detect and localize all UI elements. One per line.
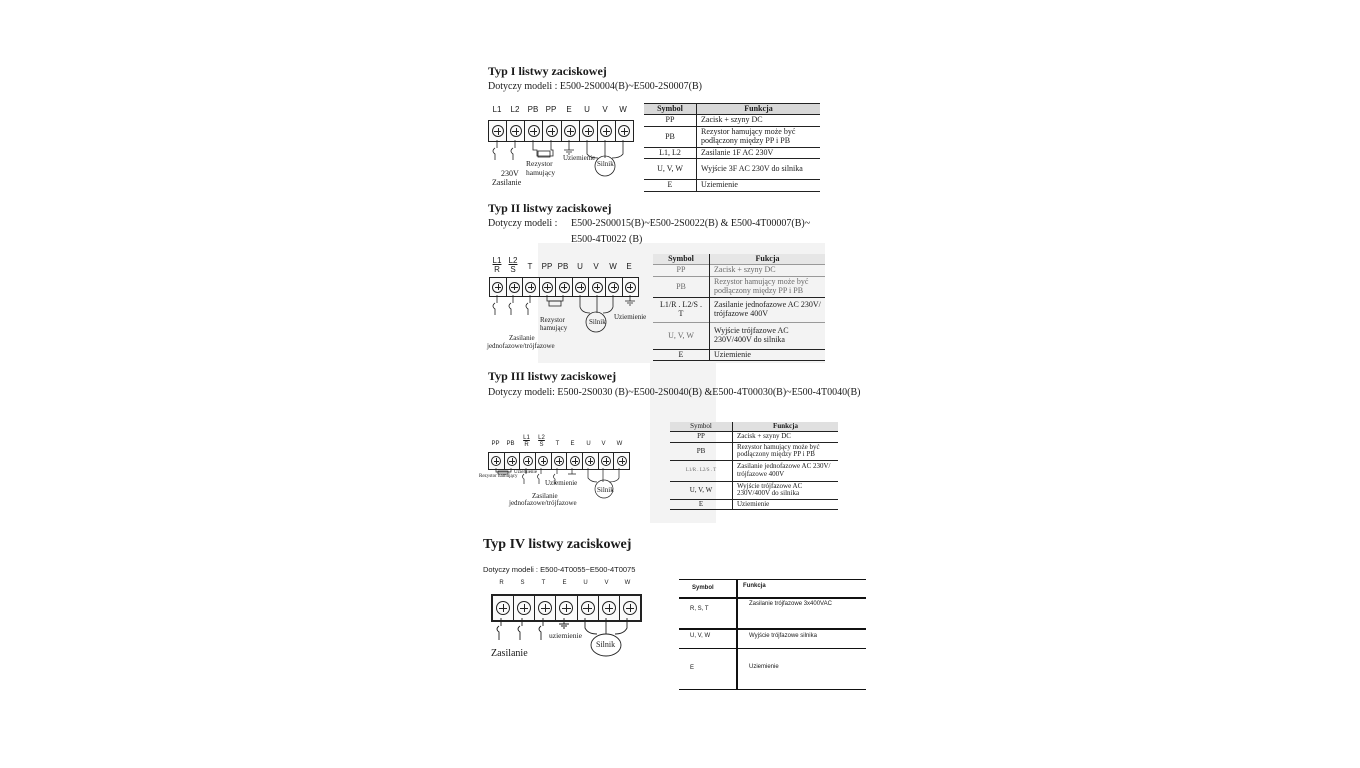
terminal-screw-icon: [546, 125, 558, 137]
section-3-function-table: Symbol Funkcja PP Zacisk + szyny DC PB Rezystor hamujący może być podłączony między PP i PB L1/R . L2/S . T Zasilanie jednofazowe AC 230V/ trójfazowe 400V U, V, W Wyjście trójfazowe AC 230V/400V do silnika E Uziemienie: [670, 422, 838, 510]
terminal-screw-icon: [496, 601, 510, 615]
terminal-screw-icon: [575, 282, 586, 293]
terminal-screw-icon: [559, 282, 570, 293]
terminal-screw-icon: [542, 282, 553, 293]
section-3-ground-label: Uziemienie: [545, 479, 578, 487]
terminal-screw-icon: [507, 456, 517, 466]
terminal-screw-icon: [582, 125, 594, 137]
section-4-title: Typ IV listwy zaciskowej: [483, 537, 632, 552]
terminal-screw-icon: [601, 456, 611, 466]
section-1-resistor-label: Rezystor hamujący: [526, 159, 556, 177]
terminal-screw-icon: [509, 282, 520, 293]
terminal-screw-icon: [554, 456, 564, 466]
section-3-ground-small-label: Uziemienie: [514, 470, 538, 475]
section-1-models: Dotyczy modeli : E500-2S0004(B)~E500-2S0007(B): [488, 81, 702, 92]
terminal-screw-icon: [492, 282, 503, 293]
terminal-screw-icon: [510, 125, 522, 137]
terminal-screw-icon: [559, 601, 573, 615]
section-2-terminal-labels: L1 L2 T PP PB U V W E R S: [492, 256, 632, 274]
terminal-screw-icon: [592, 282, 603, 293]
terminal-screw-icon: [608, 282, 619, 293]
section-2-supply-label: Zasilanie: [509, 334, 535, 342]
section-3-terminal-labels: PP PB L1 L2 T E U V W R S: [491, 435, 623, 448]
section-1-supply-label: Zasilanie: [492, 178, 522, 187]
section-4-models: Dotyczy modeli : E500-4T0055~E500-4T0075: [483, 565, 636, 574]
section-2-models-line1: E500-2S00015(B)~E500-2S0022(B) & E500-4T00007(B)~: [571, 218, 811, 229]
section-4-motor-label: Silnik: [596, 640, 616, 649]
section-2-ground-label: Uziemienie: [614, 313, 647, 321]
section-2-supply-type: jednofazowe/trójfazowe: [487, 342, 555, 350]
terminal-screw-icon: [623, 601, 637, 615]
section-2-title: Typ II listwy zaciskowej: [488, 201, 612, 215]
section-2-models-label: Dotyczy modeli :: [488, 218, 558, 229]
section-3-supply-type: jednofazowe/trójfazowe: [509, 499, 577, 507]
section-3-motor-label: Silnik: [597, 486, 614, 494]
section-4-supply-label: Zasilanie: [491, 648, 528, 659]
section-3-models: Dotyczy modeli: E500-2S0030 (B)~E500-2S0040(B) &E500-4T00030(B)~E500-4T0040(B): [488, 387, 861, 398]
section-1-title: Typ I listwy zaciskowej: [488, 64, 607, 78]
terminal-screw-icon: [523, 456, 533, 466]
terminal-screw-icon: [617, 456, 627, 466]
section-1-supply-voltage: 230V: [501, 169, 519, 178]
terminal-screw-icon: [585, 456, 595, 466]
section-2-models-line2: E500-4T0022 (B): [571, 234, 643, 245]
section-4-ground-label: uziemienie: [549, 631, 582, 640]
section-3-resistor-label: Rezystor hamujący: [479, 474, 518, 479]
section-2-motor-label: Silnik: [589, 318, 606, 326]
section-2-resistor-label: Rezystor hamujący: [540, 316, 568, 332]
terminal-screw-icon: [570, 456, 580, 466]
terminal-screw-icon: [528, 125, 540, 137]
terminal-screw-icon: [600, 125, 612, 137]
terminal-screw-icon: [625, 282, 636, 293]
terminal-screw-icon: [581, 601, 595, 615]
section-1-ground-label: Uziemienie: [563, 154, 596, 162]
terminal-screw-icon: [564, 125, 576, 137]
section-1-terminal-labels: L1 L2 PB PP E U V W: [492, 105, 627, 114]
terminal-screw-icon: [517, 601, 531, 615]
section-3-supply-label: Zasilanie: [532, 492, 558, 500]
terminal-screw-icon: [538, 456, 548, 466]
section-1-terminal-block: [488, 120, 634, 142]
section-4-function-table: Symbol Funkcja R, S, T Zasilanie trójfazowe 3x400VAC U, V, W Wyjście trójfazowe silnika E Uziemienie: [679, 579, 866, 690]
section-1-function-table: Symbol Funkcja PP Zacisk + szyny DC PB Rezystor hamujący może być podłączony między PP i PB L1, L2 Zasilanie 1F AC 230V U, V, W Wyjście 3F AC 230V do silnika E Uziemienie: [644, 103, 820, 192]
section-4-terminal-labels: R S T E U V W: [499, 580, 631, 586]
terminal-screw-icon: [538, 601, 552, 615]
terminal-screw-icon: [492, 125, 504, 137]
terminal-screw-icon: [525, 282, 536, 293]
section-1-motor-label: Silnik: [597, 160, 614, 168]
terminal-screw-icon: [491, 456, 501, 466]
section-2-terminal-block: [489, 277, 639, 297]
section-2-function-table: Symbol Fukcja PP Zacisk + szyny DC PB Rezystor hamujący może być podłączony między PP i PB L1/R . L2/S . T Zasilanie jednofazowe AC 230V/ trójfazowe 400V U, V, W Wyjście trójfazowe AC 230V/400V do silnika E Uziemienie: [653, 254, 825, 361]
terminal-screw-icon: [618, 125, 630, 137]
section-3-title: Typ III listwy zaciskowej: [488, 369, 617, 383]
terminal-screw-icon: [602, 601, 616, 615]
